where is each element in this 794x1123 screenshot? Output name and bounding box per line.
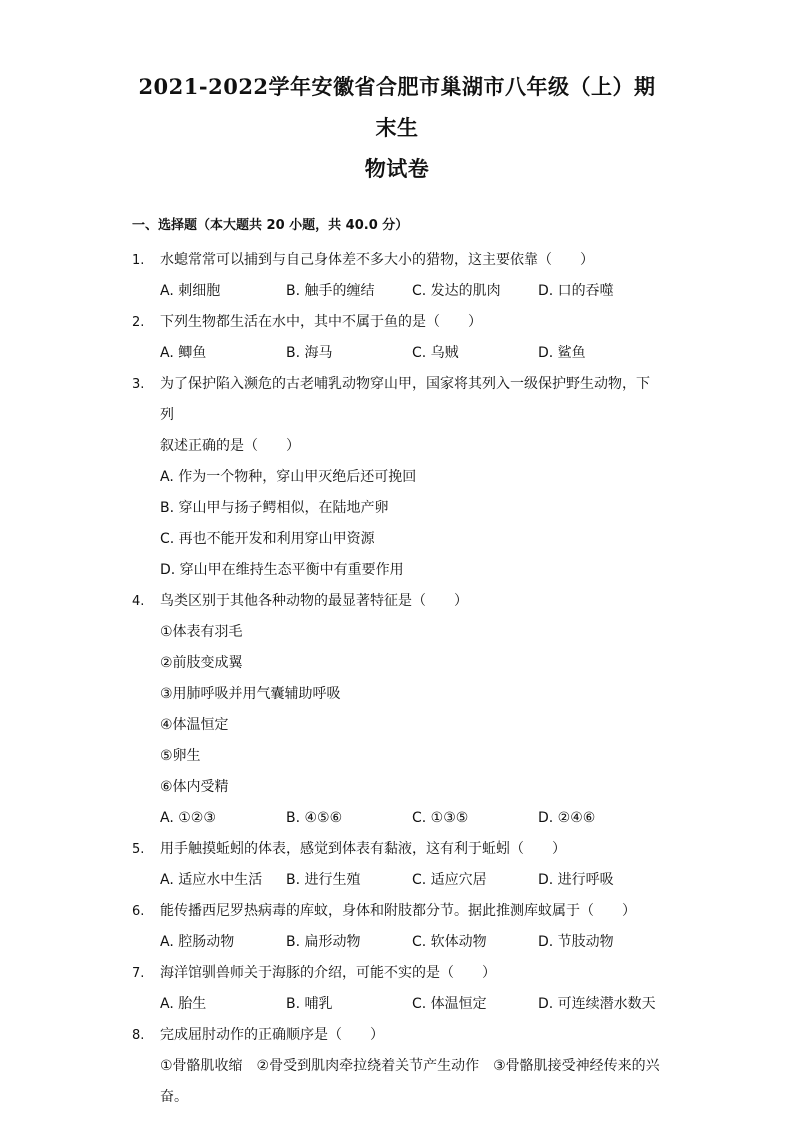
statement-item: ①体表有羽毛 bbox=[160, 624, 243, 640]
question-number: 1. bbox=[132, 253, 145, 268]
option-b[interactable]: B. 海马 bbox=[286, 345, 333, 361]
option-c[interactable]: C. 适应穴居 bbox=[412, 872, 487, 888]
question-number: 7. bbox=[132, 966, 145, 981]
section-header: 一、选择题（本大题共 20 小题，共 40.0 分） bbox=[132, 218, 409, 233]
question-text: 海洋馆驯兽师关于海豚的介绍，可能不实的是（ ） bbox=[160, 965, 496, 981]
statement-list bbox=[132, 617, 662, 803]
option-c[interactable]: C. 乌贼 bbox=[412, 345, 459, 361]
question-text-continued: 叙述正确的是（ ） bbox=[160, 438, 300, 454]
statement-item: ③用肺呼吸并用气囊辅助呼吸 bbox=[160, 686, 341, 702]
question-3 bbox=[132, 369, 662, 586]
exam-title bbox=[132, 66, 662, 189]
option-c[interactable]: C. 体温恒定 bbox=[412, 996, 487, 1012]
options-row bbox=[132, 803, 662, 834]
question-number: 2. bbox=[132, 315, 145, 330]
question-text: 为了保护陷入濒危的古老哺乳动物穿山甲，国家将其列入一级保护野生动物，下列 bbox=[160, 376, 650, 423]
question-text: 水螅常常可以捕到与自己身体差不多大小的猎物，这主要依靠（ ） bbox=[160, 252, 594, 268]
steps-text: ①骨骼肌收缩 ②骨受到肌肉牵拉绕着关节产生动作 ③骨骼肌接受神经传来的兴 bbox=[160, 1058, 660, 1074]
option-c[interactable]: C. ①③⑤ bbox=[412, 810, 469, 826]
option-b[interactable]: B. 哺乳 bbox=[286, 996, 333, 1012]
option-a[interactable]: A. 腔肠动物 bbox=[160, 934, 235, 950]
options-row bbox=[132, 276, 662, 307]
option-d[interactable]: D. 进行呼吸 bbox=[538, 872, 614, 888]
question-7 bbox=[132, 958, 662, 1020]
question-text: 鸟类区别于其他各种动物的最显著特征是（ ） bbox=[160, 593, 468, 609]
statement-item: ⑥体内受精 bbox=[160, 779, 229, 795]
statement-item: ⑤卵生 bbox=[160, 748, 201, 764]
option-c[interactable]: C. 再也不能开发和利用穿山甲资源 bbox=[160, 531, 375, 547]
steps-text-continued: 奋。 bbox=[160, 1089, 188, 1105]
question-text: 用手触摸蚯蚓的体表，感觉到体表有黏液，这有利于蚯蚓（ ） bbox=[160, 841, 566, 857]
option-c[interactable]: C. 软体动物 bbox=[412, 934, 487, 950]
question-8 bbox=[132, 1020, 662, 1113]
option-a[interactable]: A. 适应水中生活 bbox=[160, 872, 263, 888]
option-d[interactable]: D. ②④⑥ bbox=[538, 810, 596, 826]
question-number: 6. bbox=[132, 904, 145, 919]
statement-item: ②前肢变成翼 bbox=[160, 655, 243, 671]
options-row bbox=[132, 927, 662, 958]
question-number: 8. bbox=[132, 1028, 145, 1043]
question-text: 完成屈肘动作的正确顺序是（ ） bbox=[160, 1027, 384, 1043]
question-5 bbox=[132, 834, 662, 896]
option-a[interactable]: A. 刺细胞 bbox=[160, 283, 221, 299]
option-b[interactable]: B. 扁形动物 bbox=[286, 934, 361, 950]
question-4 bbox=[132, 586, 662, 834]
option-a[interactable]: A. 作为一个物种，穿山甲灭绝后还可挽回 bbox=[160, 469, 417, 485]
options-row bbox=[132, 338, 662, 369]
exam-title-line2: 物试卷 bbox=[364, 156, 430, 181]
option-b[interactable]: B. ④⑤⑥ bbox=[286, 810, 343, 826]
question-text: 能传播西尼罗热病毒的库蚊，身体和附肢都分节。据此推测库蚊属于（ ） bbox=[160, 903, 636, 919]
question-number: 4. bbox=[132, 594, 145, 609]
option-d[interactable]: D. 可连续潜水数天 bbox=[538, 996, 656, 1012]
option-d[interactable]: D. 节肢动物 bbox=[538, 934, 614, 950]
statement-item: ④体温恒定 bbox=[160, 717, 229, 733]
option-a[interactable]: A. 鲫鱼 bbox=[160, 345, 207, 361]
option-b[interactable]: B. 触手的缠结 bbox=[286, 283, 375, 299]
question-number: 5. bbox=[132, 842, 145, 857]
options-row bbox=[132, 865, 662, 896]
option-a[interactable]: A. 胎生 bbox=[160, 996, 207, 1012]
option-c[interactable]: C. 发达的肌肉 bbox=[412, 283, 501, 299]
exam-title-line1: 2021-2022学年安徽省合肥市巢湖市八年级（上）期末生 bbox=[138, 74, 656, 140]
option-b[interactable]: B. 进行生殖 bbox=[286, 872, 361, 888]
options-list bbox=[132, 462, 662, 586]
option-b[interactable]: B. 穿山甲与扬子鳄相似，在陆地产卵 bbox=[160, 500, 389, 516]
question-2 bbox=[132, 307, 662, 369]
option-a[interactable]: A. ①②③ bbox=[160, 810, 216, 826]
option-d[interactable]: D. 口的吞噬 bbox=[538, 283, 614, 299]
option-d[interactable]: D. 鲨鱼 bbox=[538, 345, 586, 361]
question-number: 3. bbox=[132, 377, 145, 392]
question-6 bbox=[132, 896, 662, 958]
question-1 bbox=[132, 245, 662, 307]
options-row bbox=[132, 989, 662, 1020]
question-text: 下列生物都生活在水中，其中不属于鱼的是（ ） bbox=[160, 314, 482, 330]
option-d[interactable]: D. 穿山甲在维持生态平衡中有重要作用 bbox=[160, 562, 404, 578]
